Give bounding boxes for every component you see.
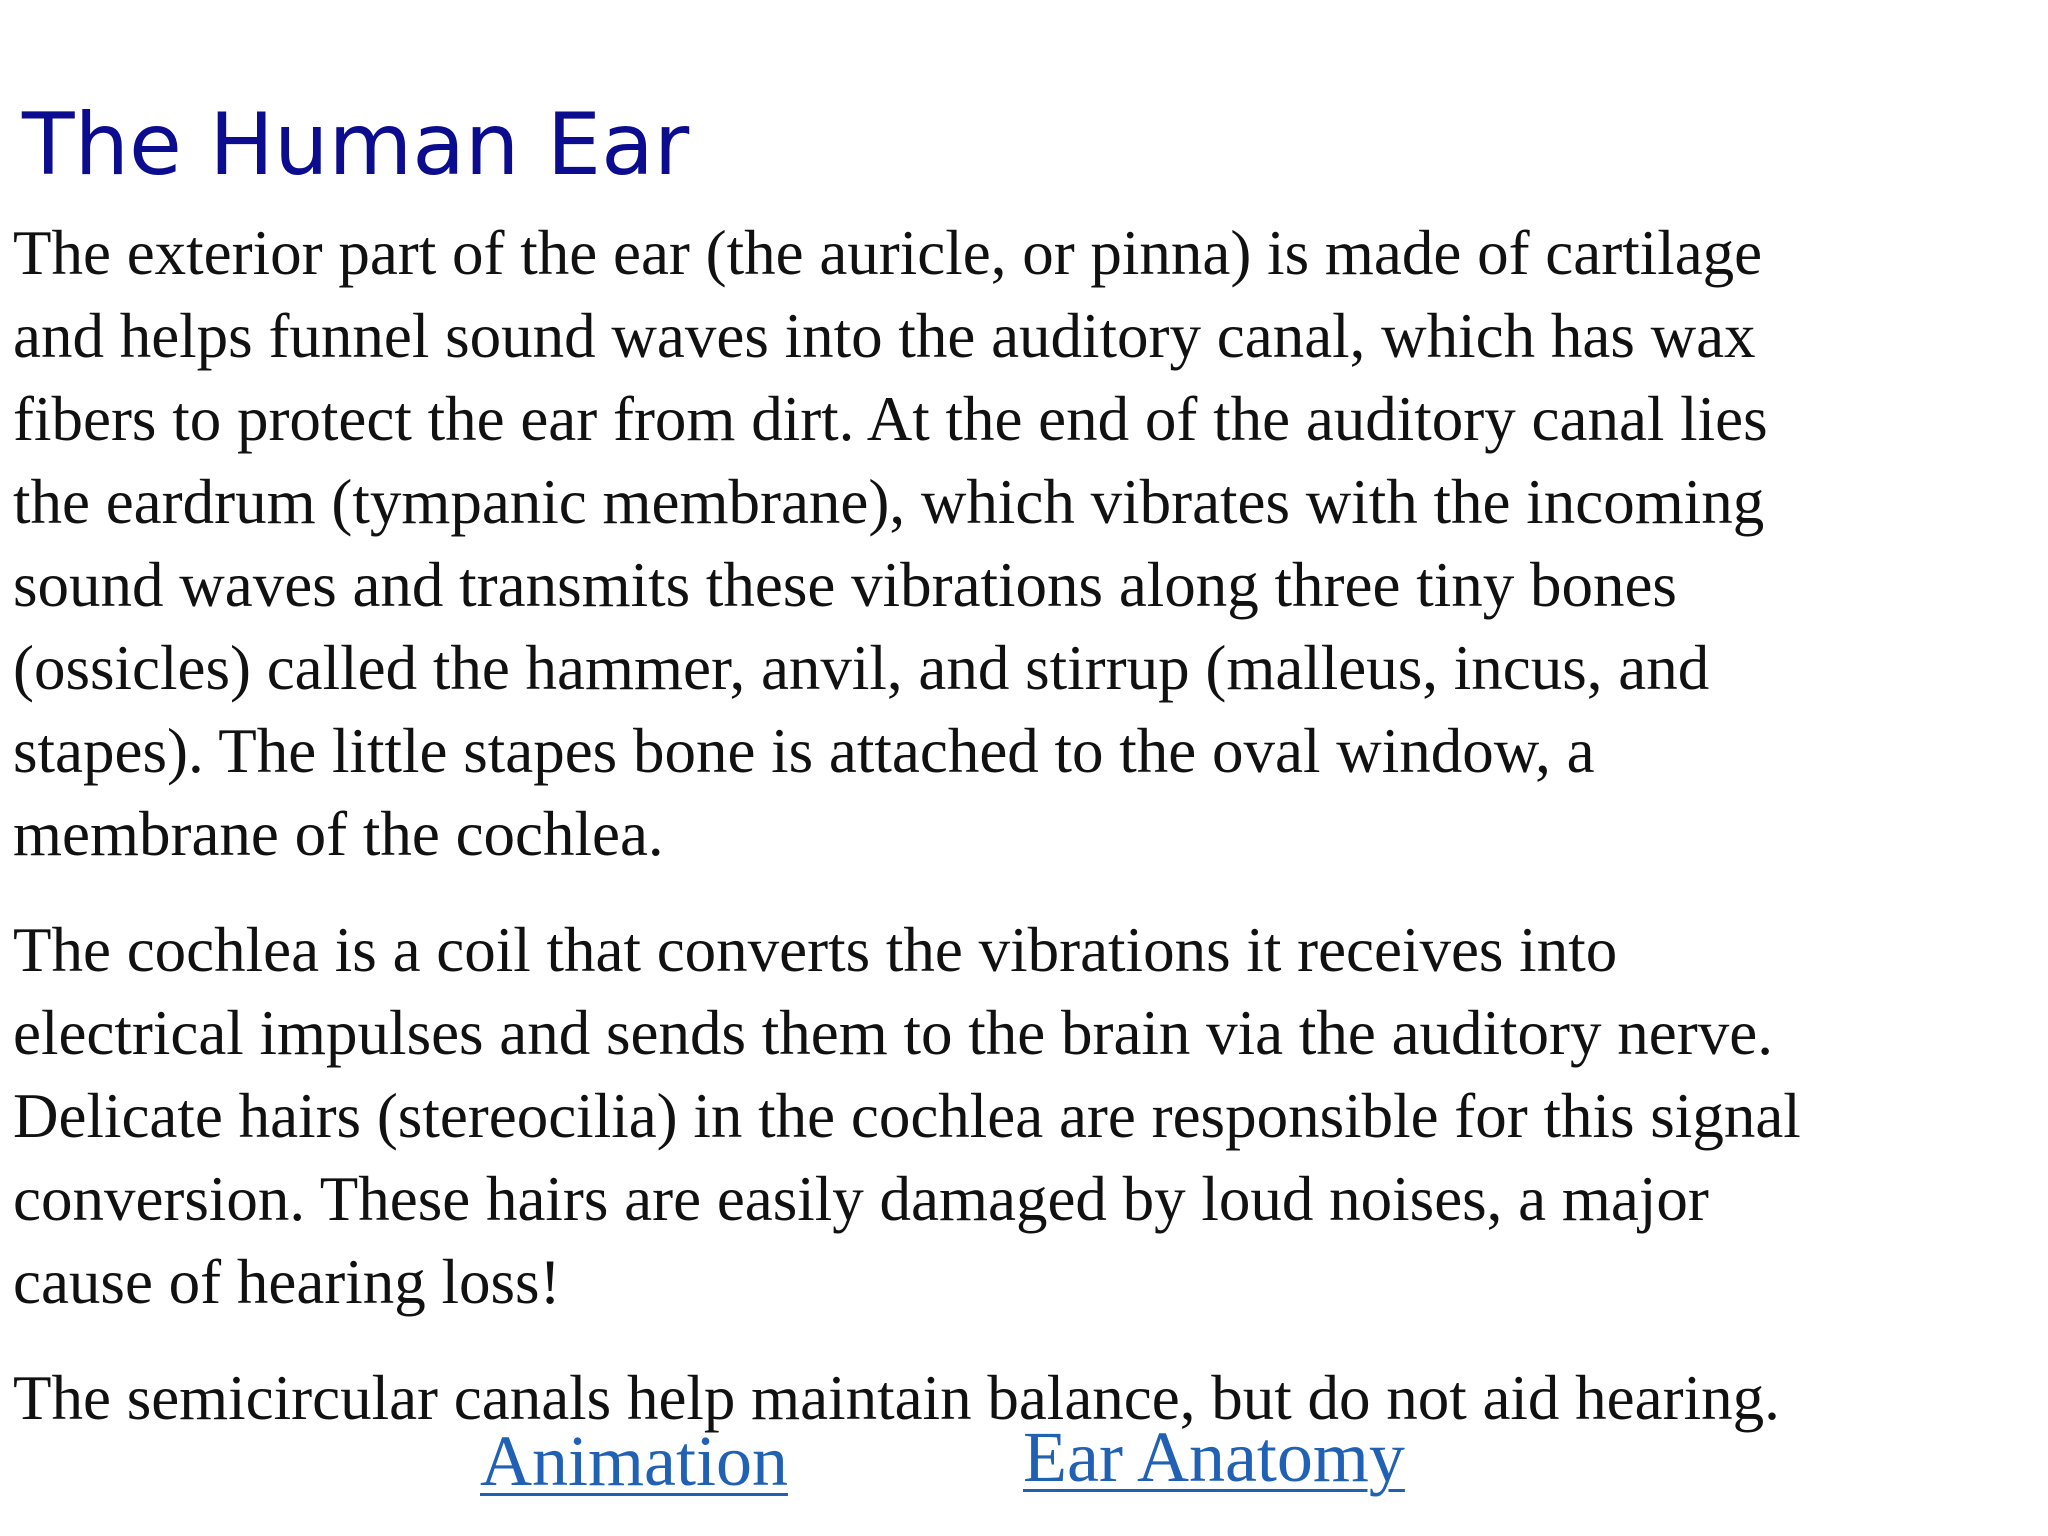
paragraph-cochlea	[13, 909, 2013, 1324]
paragraph-line: The semicircular canals help maintain balance, but do not aid hearing.	[13, 1363, 1780, 1433]
paragraph-line: membrane of the cochlea.	[13, 799, 664, 869]
paragraph-semicircular-canals	[13, 1357, 2013, 1440]
paragraph-line: and helps funnel sound waves into the auditory canal, which has wax	[13, 301, 1756, 371]
animation-link[interactable]: Animation	[480, 1421, 788, 1501]
paragraph-line: The exterior part of the ear (the auricle, or pinna) is made of cartilage	[13, 218, 1763, 288]
paragraph-line: the eardrum (tympanic membrane), which vibrates with the incoming	[13, 467, 1765, 537]
paragraph-line: fibers to protect the ear from dirt. At the end of the auditory canal lies	[13, 384, 1768, 454]
paragraph-line: cause of hearing loss!	[13, 1247, 561, 1317]
paragraph-line: stapes). The little stapes bone is attached to the oval window, a	[13, 716, 1595, 786]
paragraph-line: sound waves and transmits these vibrations along three tiny bones	[13, 550, 1677, 620]
paragraph-line: (ossicles) called the hammer, anvil, and stirrup (malleus, incus, and	[13, 633, 1710, 703]
paragraph-line: Delicate hairs (stereocilia) in the cochlea are responsible for this signal	[13, 1081, 1801, 1151]
paragraph-line: conversion. These hairs are easily damaged by loud noises, a major	[13, 1164, 1709, 1234]
paragraph-line: The cochlea is a coil that converts the vibrations it receives into	[13, 915, 1618, 985]
ear-anatomy-link[interactable]: Ear Anatomy	[1023, 1417, 1405, 1497]
slide-title: The Human Ear	[22, 95, 690, 195]
paragraph-line: electrical impulses and sends them to the brain via the auditory nerve.	[13, 998, 1773, 1068]
paragraph-outer-middle-ear	[13, 212, 2013, 876]
